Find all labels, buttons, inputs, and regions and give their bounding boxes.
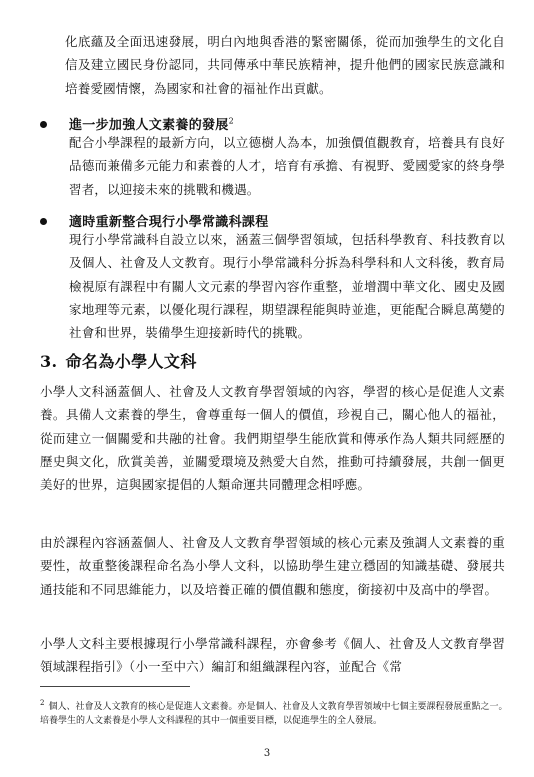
section-paragraph-2: 由於課程內容涵蓋個人、社會及人文教育學習領域的核心元素及強調人文素養的重要性，故重整後課程命名為小學人文科，以協助學生建立穩固的知識基礎、發展共通技能和不同思維能力，以及培養正確的價值觀和態度，銜接初中及高中的學習。 (40, 535, 505, 597)
footnote-text: 個人、社會及人文教育的核心是促進人文素養。亦是個人、社會及人文教育學習領域中七個主要課程發展重點之一。培養學生的人文素養是小學人文科課程的其中一個重要目標，以促進學生的全人發展。 (40, 702, 508, 726)
section-title: 命名為小學人文科 (65, 352, 197, 371)
top-paragraph: 化底蘊及全面迅速發展，明白內地與香港的緊密關係，從而加強學生的文化自信及建立國民身份認同，共同傳承中華民族精神，提升他們的國家民族意識和培養愛國情懷，為國家和社會的福祉作出貢獻。 (65, 34, 505, 96)
bullet-dot-icon (40, 121, 47, 128)
section-paragraph-3: 小學人文科主要根據現行小學常識科課程，亦會參考《個人、社會及人文教育學習領域課程指引》（小一至中六）編訂和組織課程內容，並配合《常 (40, 636, 505, 675)
bullet-body-1: 配合小學課程的最新方向，以立德樹人為本，加強價值觀教育，培養具有良好品德而兼備多元能力和素養的人才，培育有承擔、有視野、愛國愛家的終身學習者，以迎接未來的挑戰和機遇。 (69, 135, 505, 197)
footnote (40, 696, 510, 728)
page-number: 3 (263, 748, 271, 759)
bullet-title-1-text: 進一步加強人文素養的發展 (69, 118, 229, 133)
section-heading (40, 349, 197, 372)
section-number: 3. (40, 352, 58, 371)
footnote-ref-2[interactable]: 2 (228, 116, 234, 126)
bullet-title-2: 適時重新整合現行小學常識科課程 (69, 215, 269, 230)
bullet-dot-icon (40, 218, 47, 225)
bullet-body-2: 現行小學常識科自設立以來，涵蓋三個學習領域，包括科學教育、科技教育以及個人、社會及人文教育。現行小學常識科分拆為科學科和人文科後，教育局檢視原有課程中有關人文元素的學習內容作重整，並增潤中華文化、國史及國家地理等元素，以優化現行課程，期望課程能與時並進，更能配合瞬息萬變的社會和世界，裝備學生迎接新時代的挑戰。 (69, 232, 505, 341)
footnote-marker: 2 (40, 699, 45, 707)
section-paragraph-1: 小學人文科涵蓋個人、社會及人文教育學習領域的內容，學習的核心是促進人文素養。具備人文素養的學生，會尊重每一個人的價值，珍視自己，關心他人的福祉，從而建立一個關愛和共融的社會。我們期望學生能欣賞和傳承作為人類共同經歷的歷史與文化，欣賞美善，並關愛環境及熱愛大自然，推動可持續發展，共創一個更美好的世界，這與國家提倡的人類命運共同體理念相呼應。 (40, 384, 505, 493)
footnote-divider (40, 686, 190, 687)
